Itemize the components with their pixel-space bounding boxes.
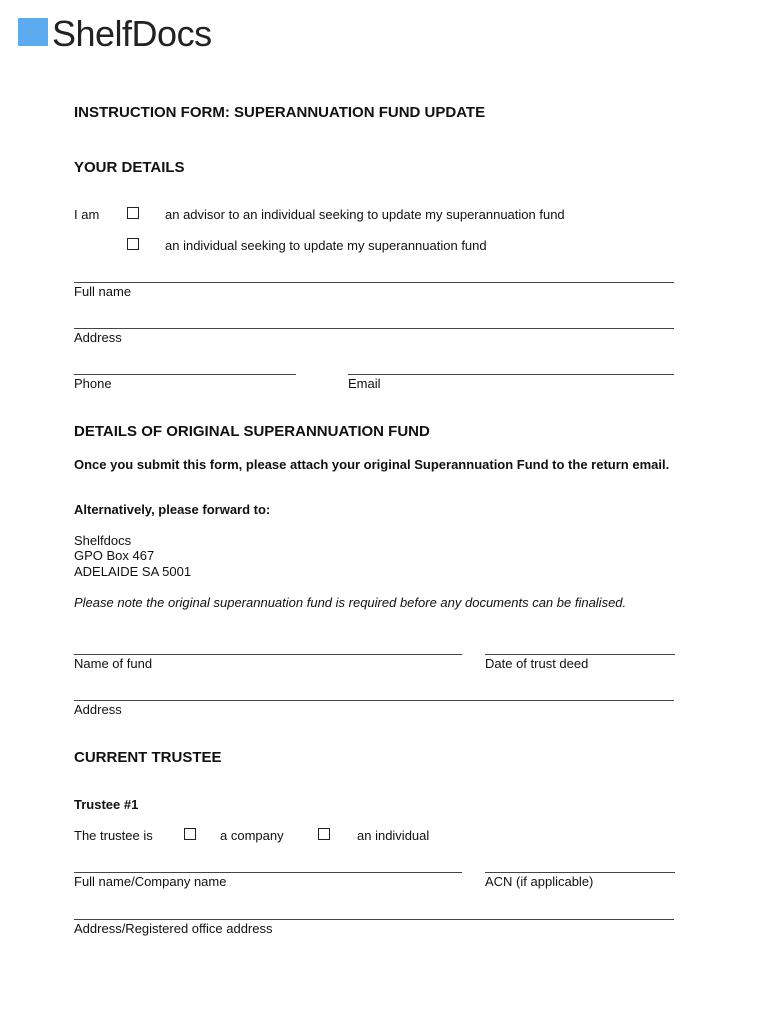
trust-deed-date-label: Date of trust deed — [485, 656, 589, 671]
phone-label: Phone — [74, 376, 112, 391]
advisor-checkbox[interactable] — [127, 207, 139, 219]
current-trustee-heading: CURRENT TRUSTEE — [74, 749, 222, 766]
mail-address-line2: GPO Box 467 — [74, 548, 155, 563]
fund-name-input[interactable] — [74, 638, 462, 654]
trustee-name-input[interactable] — [74, 856, 462, 872]
logo-square-icon — [18, 18, 48, 46]
alternatively-text: Alternatively, please forward to: — [74, 502, 271, 517]
company-checkbox[interactable] — [184, 828, 196, 840]
acn-line — [485, 872, 675, 873]
trustee-address-line — [74, 919, 674, 920]
trustee-name-label: Full name/Company name — [74, 874, 227, 889]
fund-name-line — [74, 654, 462, 655]
company-option-label: a company — [220, 828, 284, 843]
finalise-note: Please note the original superannuation fund is required before any documents can be finalised. — [74, 595, 627, 610]
acn-input[interactable] — [485, 856, 675, 872]
address-input[interactable] — [74, 312, 674, 328]
trust-deed-date-input[interactable] — [485, 638, 675, 654]
address-label: Address — [74, 330, 122, 345]
mail-address-line1: Shelfdocs — [74, 533, 132, 548]
full-name-line — [74, 282, 674, 283]
mail-address-line3: ADELAIDE SA 5001 — [74, 564, 192, 579]
trustee-is-label: The trustee is — [74, 828, 153, 843]
full-name-label: Full name — [74, 284, 132, 299]
trustee-address-label: Address/Registered office address — [74, 921, 273, 936]
phone-input[interactable] — [74, 358, 296, 374]
full-name-input[interactable] — [74, 266, 674, 282]
email-input[interactable] — [348, 358, 674, 374]
trustee-individual-option-label: an individual — [357, 828, 430, 843]
fund-address-input[interactable] — [74, 684, 674, 700]
phone-line — [74, 374, 296, 375]
original-fund-heading: DETAILS OF ORIGINAL SUPERANNUATION FUND — [74, 423, 430, 440]
your-details-heading: YOUR DETAILS — [74, 159, 185, 176]
individual-checkbox[interactable] — [127, 238, 139, 250]
brand-logo: ShelfDocs — [52, 13, 212, 54]
advisor-option-label: an advisor to an individual seeking to update my superannuation fund — [165, 207, 565, 222]
fund-address-label: Address — [74, 702, 122, 717]
instruction-text: Once you submit this form, please attach your original Superannuation Fund to the return email. — [74, 457, 670, 472]
i-am-label: I am — [74, 207, 100, 222]
fund-name-label: Name of fund — [74, 656, 153, 671]
trustee-number-label: Trustee #1 — [74, 797, 139, 812]
acn-label: ACN (if applicable) — [485, 874, 594, 889]
trustee-name-line — [74, 872, 462, 873]
trustee-individual-checkbox[interactable] — [318, 828, 330, 840]
trustee-address-input[interactable] — [74, 903, 674, 919]
address-line — [74, 328, 674, 329]
trust-deed-date-line — [485, 654, 675, 655]
email-line — [348, 374, 674, 375]
individual-option-label: an individual seeking to update my superannuation fund — [165, 238, 487, 253]
form-title: INSTRUCTION FORM: SUPERANNUATION FUND UPDATE — [74, 104, 486, 121]
fund-address-line — [74, 700, 674, 701]
email-label: Email — [348, 376, 381, 391]
